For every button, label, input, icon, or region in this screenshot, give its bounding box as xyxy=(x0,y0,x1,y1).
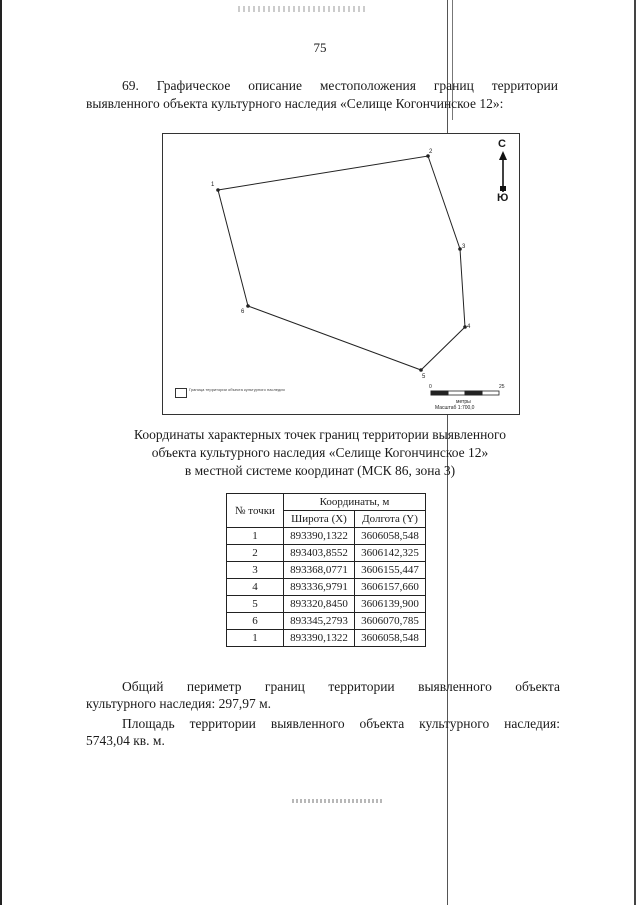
area-line-2: 5743,04 кв. м. xyxy=(86,733,165,748)
cell-point: 4 xyxy=(227,579,284,596)
vertex-6 xyxy=(246,304,250,308)
point-label-2: 2 xyxy=(429,149,433,155)
header-longitude: Долгота (Y) xyxy=(355,511,426,528)
table-row xyxy=(227,545,426,562)
cell-y: 3606058,548 xyxy=(355,630,426,647)
scale-bar xyxy=(431,391,499,395)
scale-zero-label: 0 xyxy=(429,384,432,390)
cell-point: 6 xyxy=(227,613,284,630)
territory-boundary xyxy=(218,156,465,370)
north-label: С xyxy=(498,138,506,150)
section-heading xyxy=(86,77,558,113)
legend-swatch xyxy=(175,388,187,398)
table-row xyxy=(227,562,426,579)
perimeter-paragraph xyxy=(86,678,560,712)
cell-y: 3606155,447 xyxy=(355,562,426,579)
table-header-row xyxy=(227,494,426,511)
vertex-5 xyxy=(419,368,423,372)
area-line-1: Площадь территории выявленного объекта культурного наследия: xyxy=(122,716,560,731)
header-latitude: Широта (X) xyxy=(284,511,355,528)
coordinates-table xyxy=(226,493,426,647)
scale-max-label: 25 xyxy=(499,384,505,390)
table-row xyxy=(227,630,426,647)
cell-point: 2 xyxy=(227,545,284,562)
cell-y: 3606058,548 xyxy=(355,528,426,545)
point-label-5: 5 xyxy=(422,374,426,380)
heading-line-1: 69. Графическое описание местоположения границ территории xyxy=(122,78,558,93)
cell-point: 1 xyxy=(227,528,284,545)
area-paragraph xyxy=(86,715,560,749)
heading-line-2: выявленного объекта культурного наследия «Селище Когончинское 12»: xyxy=(86,96,504,111)
vertex-1 xyxy=(216,188,220,192)
point-label-4: 4 xyxy=(467,324,471,330)
cell-x: 893320,8450 xyxy=(284,596,355,613)
cell-x: 893345,2793 xyxy=(284,613,355,630)
page-number: 75 xyxy=(313,40,327,55)
coordinates-title-line-1: Координаты характерных точек границ территории выявленного xyxy=(133,427,506,442)
point-label-1: 1 xyxy=(211,182,215,188)
coordinates-title-line-3: в местной системе координат (МСК 86, зона 3) xyxy=(184,463,456,478)
cell-point: 3 xyxy=(227,562,284,579)
scan-noise-top xyxy=(238,6,366,12)
table-row xyxy=(227,528,426,545)
coordinates-title-line-2: объекта культурного наследия «Селище Когончинское 12» xyxy=(151,445,489,460)
legend-text: Граница территории объекта культурного наследия xyxy=(189,387,285,392)
header-point-number: № точки xyxy=(227,494,284,528)
coordinates-title xyxy=(0,426,640,480)
table-row xyxy=(227,596,426,613)
cell-y: 3606139,900 xyxy=(355,596,426,613)
table-row xyxy=(227,613,426,630)
cell-x: 893403,8552 xyxy=(284,545,355,562)
cell-x: 893368,0771 xyxy=(284,562,355,579)
cell-x: 893336,9791 xyxy=(284,579,355,596)
table-row xyxy=(227,579,426,596)
point-label-3: 3 xyxy=(462,244,466,250)
cell-y: 3606157,660 xyxy=(355,579,426,596)
north-arrow xyxy=(499,151,507,192)
boundary-vertices xyxy=(216,154,467,372)
scale-unit-label: метры xyxy=(456,399,471,405)
point-label-6: 6 xyxy=(241,309,245,315)
boundary-map xyxy=(162,133,520,415)
cell-point: 1 xyxy=(227,630,284,647)
south-label: Ю xyxy=(497,192,509,204)
header-coordinates: Координаты, м xyxy=(284,494,426,511)
cell-x: 893390,1322 xyxy=(284,630,355,647)
perimeter-line-2: культурного наследия: 297,97 м. xyxy=(86,696,272,711)
cell-y: 3606070,785 xyxy=(355,613,426,630)
cell-x: 893390,1322 xyxy=(284,528,355,545)
cell-point: 5 xyxy=(227,596,284,613)
cell-y: 3606142,325 xyxy=(355,545,426,562)
perimeter-line-1: Общий периметр границ территории выявленного объекта xyxy=(122,679,560,694)
scale-ratio-label: Масштаб 1:700,0 xyxy=(435,405,475,411)
boundary-map-drawing xyxy=(163,134,519,414)
scan-noise-bottom xyxy=(292,799,382,803)
